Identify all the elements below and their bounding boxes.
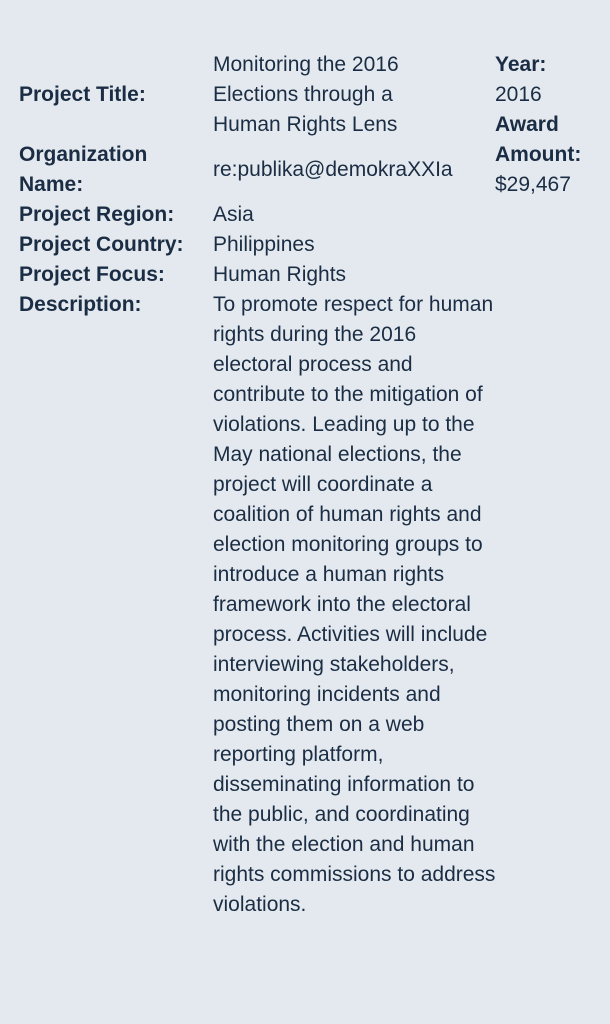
year-value: 2016 [495, 83, 542, 106]
project-focus-value: Human Rights [213, 263, 347, 286]
organization-label-line1: Organization [19, 143, 148, 166]
year-label: Year: [495, 53, 547, 76]
award-amount-label-line2: Amount: [495, 143, 582, 166]
award-amount-value: $29,467 [495, 173, 571, 196]
project-region-value: Asia [213, 203, 254, 226]
description-value: To promote respect for human rights during the 2016 electoral process and contribute to the mitigation of violations. Leading up to the May national elections, the project will coordinate a coalition of human rights and election monitoring groups to introduce a human rights framework into the electoral process. Activities will include interviewing stakeholders, monitoring incidents and posting them on a web reporting platform, disseminating information to the public, and coordinating with the election and human rights commissions to address violations. [213, 293, 496, 916]
project-country-value: Philippines [213, 233, 315, 256]
project-title-label: Project Title: [19, 83, 146, 106]
project-title-value: Monitoring the 2016 Elections through a Human Rights Lens [213, 53, 399, 136]
description-label: Description: [19, 293, 142, 316]
award-amount-label-line1: Award [495, 113, 559, 136]
project-region-label: Project Region: [19, 203, 175, 226]
project-focus-label: Project Focus: [19, 263, 165, 286]
organization-name-value: re:publika@demokraXXIa [213, 158, 453, 181]
project-country-label: Project Country: [19, 233, 184, 256]
organization-label-line2: Name: [19, 173, 84, 196]
